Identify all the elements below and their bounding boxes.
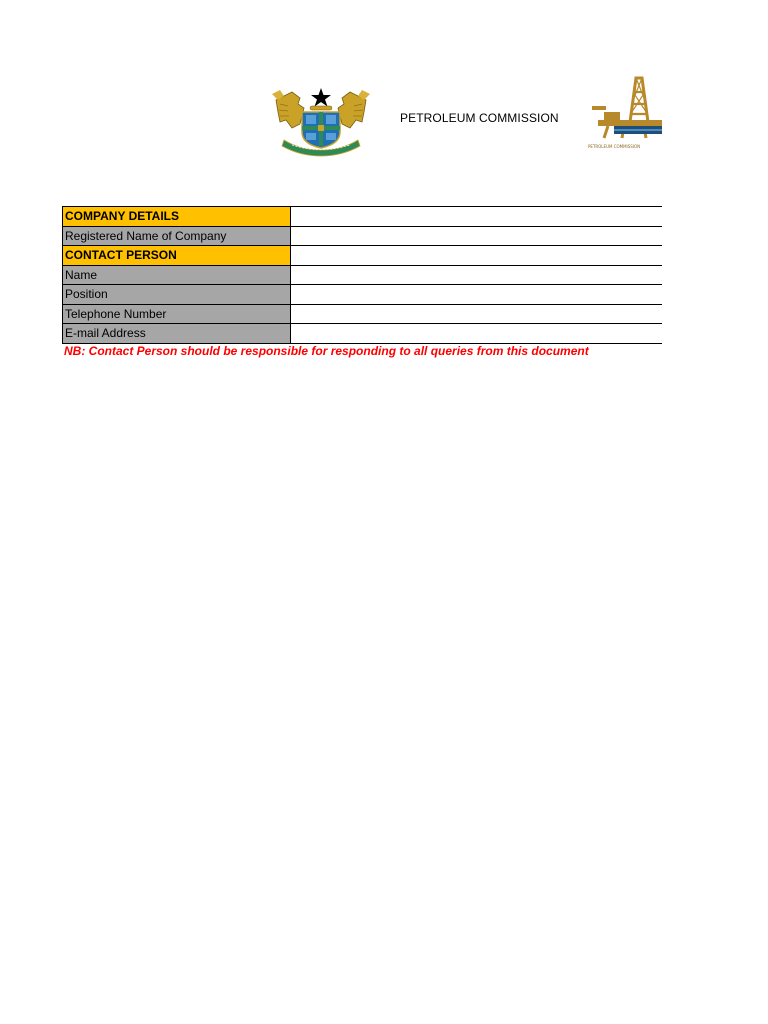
form-field-row [63,265,664,285]
field-value-input[interactable] [291,304,664,324]
petroleum-commission-logo [584,72,664,156]
field-value-input[interactable] [291,324,664,344]
section-heading: COMPANY DETAILS [63,207,291,227]
header-title: PETROLEUM COMMISSION [400,111,559,125]
section-value-cell [291,207,664,227]
page-right-margin [662,0,768,1024]
field-label: Name [63,265,291,285]
field-value-input[interactable] [291,285,664,305]
contact-person-note: NB: Contact Person should be responsible for responding to all queries from this document [64,344,589,358]
form-field-row [63,304,664,324]
section-heading: CONTACT PERSON [63,246,291,266]
field-label: Position [63,285,291,305]
form-section-row [63,246,664,266]
field-value-input[interactable] [291,265,664,285]
form-section-row [63,207,664,227]
field-value-input[interactable] [291,226,664,246]
form-field-row [63,324,664,344]
field-label: Registered Name of Company [63,226,291,246]
coat-of-arms-emblem [270,84,372,158]
section-value-cell [291,246,664,266]
field-label: Telephone Number [63,304,291,324]
company-details-form [62,206,663,344]
field-label: E-mail Address [63,324,291,344]
form-field-row [63,285,664,305]
logo-caption: PETROLEUM COMMISSION [588,144,641,149]
form-field-row [63,226,664,246]
